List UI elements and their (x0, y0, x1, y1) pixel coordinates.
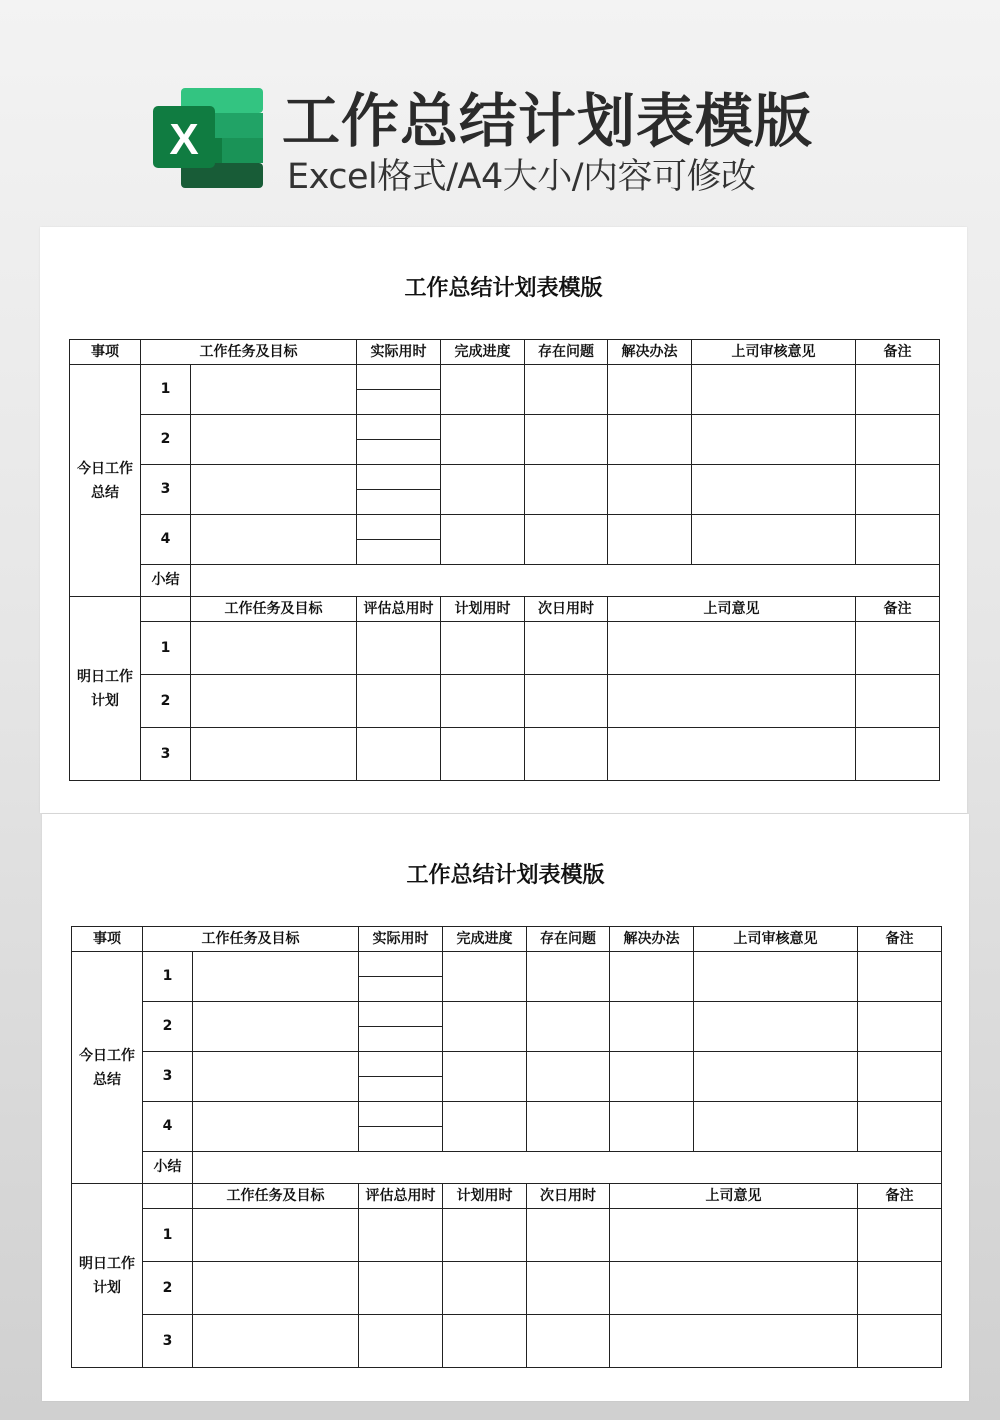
table-cell[interactable] (359, 1262, 443, 1315)
header-cell: 评估总用时 (359, 1184, 443, 1209)
row-number: 1 (143, 1209, 193, 1262)
excel-logo-letter: X (169, 115, 199, 164)
table-row (70, 622, 940, 675)
row-number: 2 (143, 1262, 193, 1315)
table-cell[interactable] (359, 1315, 443, 1368)
table-row (72, 1262, 942, 1315)
table-cell[interactable] (191, 675, 357, 728)
row-number: 1 (143, 952, 193, 1002)
table-cell[interactable] (443, 1262, 527, 1315)
table-cell[interactable] (193, 1002, 359, 1052)
row-number: 3 (141, 465, 191, 515)
header-cell: 次日用时 (525, 597, 608, 622)
table-cell[interactable] (441, 622, 525, 675)
table-cell[interactable] (357, 365, 441, 390)
sheet-title: 工作总结计划表模版 (406, 863, 605, 888)
header-cell: 工作任务及目标 (143, 927, 359, 952)
table-cell[interactable] (359, 1052, 443, 1077)
header-cell: 评估总用时 (357, 597, 441, 622)
row-number: 2 (141, 415, 191, 465)
today-summary-label: 今日工作总结 (70, 365, 141, 597)
header-row (70, 340, 940, 365)
summary-cell[interactable] (193, 1152, 942, 1184)
table-cell[interactable] (856, 675, 940, 728)
table-cell[interactable] (525, 465, 608, 515)
table-cell[interactable] (443, 1209, 527, 1262)
table-cell[interactable] (193, 952, 359, 1002)
page-title: 工作总结计划表模版 (282, 87, 814, 155)
table-cell[interactable] (357, 440, 441, 465)
sheet-1 (40, 227, 967, 813)
header-cell (143, 1184, 193, 1209)
row-number: 1 (141, 622, 191, 675)
header-cell: 工作任务及目标 (191, 597, 357, 622)
table-cell[interactable] (357, 515, 441, 540)
summary-plan-table (69, 339, 940, 781)
summary-label: 小结 (141, 565, 191, 597)
table-cell[interactable] (858, 1002, 942, 1052)
table-cell[interactable] (525, 622, 608, 675)
summary-label: 小结 (143, 1152, 193, 1184)
header-cell: 实际用时 (359, 927, 443, 952)
table-cell[interactable] (692, 465, 856, 515)
table-cell[interactable] (694, 1002, 858, 1052)
summary-plan-table (71, 926, 942, 1368)
table-row (70, 365, 940, 390)
table-cell[interactable] (359, 952, 443, 977)
header-cell: 次日用时 (527, 1184, 610, 1209)
table-cell[interactable] (858, 1315, 942, 1368)
table-row (72, 952, 942, 977)
table-cell[interactable] (191, 728, 357, 781)
table-row (72, 1052, 942, 1077)
table-cell[interactable] (525, 675, 608, 728)
table-cell[interactable] (357, 490, 441, 515)
header-cell: 存在问题 (525, 340, 608, 365)
table-cell[interactable] (610, 1102, 694, 1152)
table-row (70, 465, 940, 490)
table-cell[interactable] (692, 415, 856, 465)
table-cell[interactable] (527, 952, 610, 1002)
table-cell[interactable] (357, 415, 441, 440)
table-cell[interactable] (357, 622, 441, 675)
table-cell[interactable] (441, 415, 525, 465)
plan-header-row (70, 597, 940, 622)
header-cell: 事项 (70, 340, 141, 365)
table-cell[interactable] (527, 1002, 610, 1052)
table-cell[interactable] (610, 1002, 694, 1052)
table-cell[interactable] (610, 1052, 694, 1102)
table-cell[interactable] (357, 728, 441, 781)
row-number: 2 (143, 1002, 193, 1052)
header-cell: 事项 (72, 927, 143, 952)
table-row (72, 1002, 942, 1027)
row-number: 4 (141, 515, 191, 565)
table-cell[interactable] (694, 1052, 858, 1102)
table-cell[interactable] (525, 515, 608, 565)
table-cell[interactable] (608, 515, 692, 565)
header-cell: 解决办法 (608, 340, 692, 365)
header-cell: 工作任务及目标 (141, 340, 357, 365)
table-cell[interactable] (692, 365, 856, 415)
header-cell: 备注 (858, 1184, 942, 1209)
table-cell[interactable] (443, 952, 527, 1002)
table-cell[interactable] (856, 728, 940, 781)
table-cell[interactable] (193, 1102, 359, 1152)
today-summary-label: 今日工作总结 (72, 952, 143, 1184)
table-cell[interactable] (856, 415, 940, 465)
page-subtitle: Excel格式/A4大小/内容可修改 (287, 157, 756, 197)
tomorrow-plan-label: 明日工作计划 (70, 597, 141, 781)
table-cell[interactable] (692, 515, 856, 565)
header-cell: 备注 (856, 340, 940, 365)
table-cell[interactable] (527, 1262, 610, 1315)
table-cell[interactable] (441, 465, 525, 515)
sheet-2 (42, 814, 969, 1401)
header-cell: 上司意见 (610, 1184, 858, 1209)
sheet-title: 工作总结计划表模版 (404, 276, 603, 301)
table-cell[interactable] (193, 1052, 359, 1102)
table-cell[interactable] (610, 1262, 858, 1315)
table-cell[interactable] (858, 952, 942, 1002)
table-cell[interactable] (443, 1002, 527, 1052)
table-cell[interactable] (527, 1052, 610, 1102)
table-cell[interactable] (443, 1315, 527, 1368)
row-number: 1 (141, 365, 191, 415)
table-cell[interactable] (359, 1027, 443, 1052)
table-cell[interactable] (527, 1209, 610, 1262)
table-cell[interactable] (441, 515, 525, 565)
table-cell[interactable] (608, 365, 692, 415)
page-header (0, 0, 1000, 225)
table-cell[interactable] (856, 365, 940, 415)
table-cell[interactable] (357, 540, 441, 565)
header-cell: 完成进度 (443, 927, 527, 952)
table-cell[interactable] (193, 1315, 359, 1368)
table-cell[interactable] (608, 622, 856, 675)
table-cell[interactable] (359, 977, 443, 1002)
header-cell: 实际用时 (357, 340, 441, 365)
header-cell: 备注 (858, 927, 942, 952)
tomorrow-plan-label: 明日工作计划 (72, 1184, 143, 1368)
table-cell[interactable] (856, 465, 940, 515)
header-cell (141, 597, 191, 622)
table-cell[interactable] (610, 1209, 858, 1262)
table-cell[interactable] (359, 1127, 443, 1152)
table-cell[interactable] (357, 465, 441, 490)
header-cell: 解决办法 (610, 927, 694, 952)
header-cell: 工作任务及目标 (193, 1184, 359, 1209)
table-cell[interactable] (694, 952, 858, 1002)
table-row (70, 515, 940, 540)
header-cell: 计划用时 (441, 597, 525, 622)
table-cell[interactable] (443, 1102, 527, 1152)
table-cell[interactable] (191, 415, 357, 465)
table-row (70, 675, 940, 728)
table-cell[interactable] (525, 415, 608, 465)
table-cell[interactable] (608, 415, 692, 465)
header-cell: 上司审核意见 (694, 927, 858, 952)
table-cell[interactable] (525, 365, 608, 415)
row-number: 3 (143, 1315, 193, 1368)
summary-row (70, 565, 940, 597)
table-cell[interactable] (193, 1209, 359, 1262)
header-cell: 上司审核意见 (692, 340, 856, 365)
table-cell[interactable] (608, 675, 856, 728)
table-row (72, 1102, 942, 1127)
table-cell[interactable] (858, 1209, 942, 1262)
table-row (70, 728, 940, 781)
header-cell: 计划用时 (443, 1184, 527, 1209)
table-cell[interactable] (191, 465, 357, 515)
table-cell[interactable] (191, 515, 357, 565)
table-cell[interactable] (856, 515, 940, 565)
header-cell: 完成进度 (441, 340, 525, 365)
table-cell[interactable] (443, 1052, 527, 1102)
table-cell[interactable] (608, 465, 692, 515)
table-cell[interactable] (441, 365, 525, 415)
table-cell[interactable] (359, 1002, 443, 1027)
table-cell[interactable] (359, 1077, 443, 1102)
table-cell[interactable] (357, 390, 441, 415)
table-cell[interactable] (856, 622, 940, 675)
table-cell[interactable] (694, 1102, 858, 1152)
row-number: 2 (141, 675, 191, 728)
header-row (72, 927, 942, 952)
table-cell[interactable] (610, 1315, 858, 1368)
table-row (72, 1315, 942, 1368)
table-cell[interactable] (441, 728, 525, 781)
row-number: 3 (143, 1052, 193, 1102)
excel-logo-icon (153, 88, 263, 188)
table-cell[interactable] (193, 1262, 359, 1315)
row-number: 3 (141, 728, 191, 781)
header-cell: 存在问题 (527, 927, 610, 952)
table-cell[interactable] (191, 622, 357, 675)
table-cell[interactable] (858, 1102, 942, 1152)
summary-row (72, 1152, 942, 1184)
header-cell: 上司意见 (608, 597, 856, 622)
plan-header-row (72, 1184, 942, 1209)
header-cell: 备注 (856, 597, 940, 622)
table-cell[interactable] (441, 675, 525, 728)
table-row (72, 1209, 942, 1262)
table-cell[interactable] (357, 675, 441, 728)
table-cell[interactable] (858, 1052, 942, 1102)
table-row (70, 415, 940, 440)
table-cell[interactable] (359, 1102, 443, 1127)
table-cell[interactable] (858, 1262, 942, 1315)
table-cell[interactable] (527, 1315, 610, 1368)
table-cell[interactable] (608, 728, 856, 781)
table-cell[interactable] (525, 728, 608, 781)
table-cell[interactable] (527, 1102, 610, 1152)
row-number: 4 (143, 1102, 193, 1152)
table-cell[interactable] (191, 365, 357, 415)
summary-cell[interactable] (191, 565, 940, 597)
table-cell[interactable] (610, 952, 694, 1002)
table-cell[interactable] (359, 1209, 443, 1262)
